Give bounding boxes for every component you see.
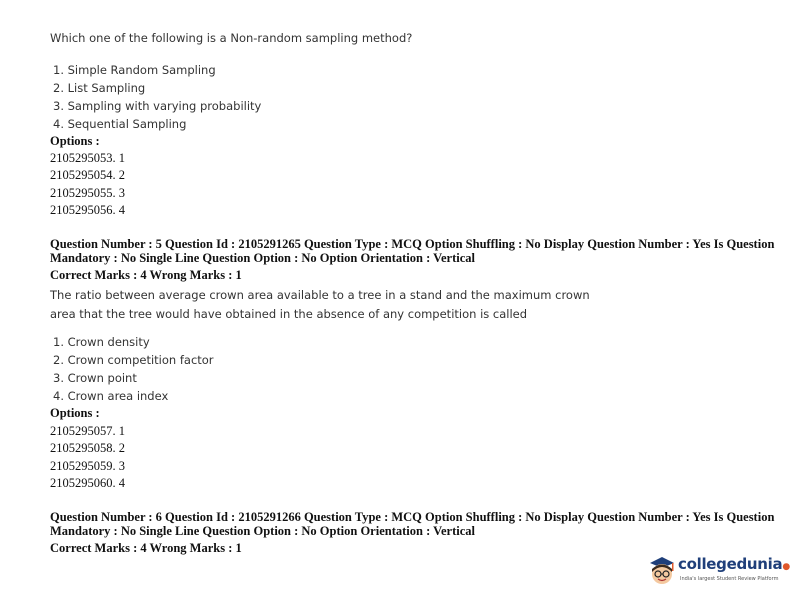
option-id: 2105295058. 2 [50, 441, 125, 456]
option-item: 2. Crown competition factor [53, 353, 214, 367]
option-id: 2105295054. 2 [50, 168, 125, 183]
option-item: 1. Crown density [53, 335, 150, 349]
mascot-icon [646, 554, 678, 588]
option-id: 2105295060. 4 [50, 475, 125, 490]
question-meta [50, 237, 775, 265]
option-item: 4. Sequential Sampling [53, 117, 187, 131]
option-id: 2105295057. 1 [50, 424, 125, 438]
collegedunia-logo [646, 552, 790, 592]
logo-name: collegedunia● [678, 555, 790, 573]
question-text [50, 286, 590, 324]
option-item: 3. Sampling with varying probability [53, 99, 262, 113]
question-meta-line: Mandatory : No Single Line Question Option : No Option Orientation : Vertical [50, 524, 476, 538]
option-id-list [50, 150, 125, 219]
question-meta [50, 510, 775, 538]
option-item: 4. Crown area index [53, 389, 169, 403]
option-id: 2105295055. 3 [50, 185, 125, 200]
option-item: 1. Simple Random Sampling [53, 63, 216, 77]
option-id: 2105295053. 1 [50, 151, 125, 165]
option-list [53, 61, 261, 133]
question-meta-line: Question Number : 6 Question Id : 2105291266 Question Type : MCQ Option Shuffling : No Display Question Number : Yes Is Question [50, 510, 775, 524]
logo-tagline: India's largest Student Review Platform [680, 576, 779, 582]
options-label: Options : [50, 134, 100, 148]
option-item: 2. List Sampling [53, 81, 146, 95]
option-id: 2105295056. 4 [50, 202, 125, 217]
question-meta-line: Question Number : 5 Question Id : 2105291265 Question Type : MCQ Option Shuffling : No Display Question Number : Yes Is Question [50, 237, 775, 251]
option-id-list [50, 423, 125, 492]
option-item: 3. Crown point [53, 371, 137, 385]
question-text-line: The ratio between average crown area available to a tree in a stand and the maximum crown [50, 288, 590, 302]
question-text-line: area that the tree would have obtained in the absence of any competition is called [50, 307, 528, 321]
question-meta-line: Mandatory : No Single Line Question Option : No Option Orientation : Vertical [50, 251, 476, 265]
option-list [53, 333, 214, 405]
question-text: Which one of the following is a Non-random sampling method? [50, 31, 413, 45]
options-label: Options : [50, 406, 100, 420]
option-id: 2105295059. 3 [50, 458, 125, 473]
question-marks: Correct Marks : 4 Wrong Marks : 1 [50, 268, 242, 282]
question-marks: Correct Marks : 4 Wrong Marks : 1 [50, 541, 242, 555]
